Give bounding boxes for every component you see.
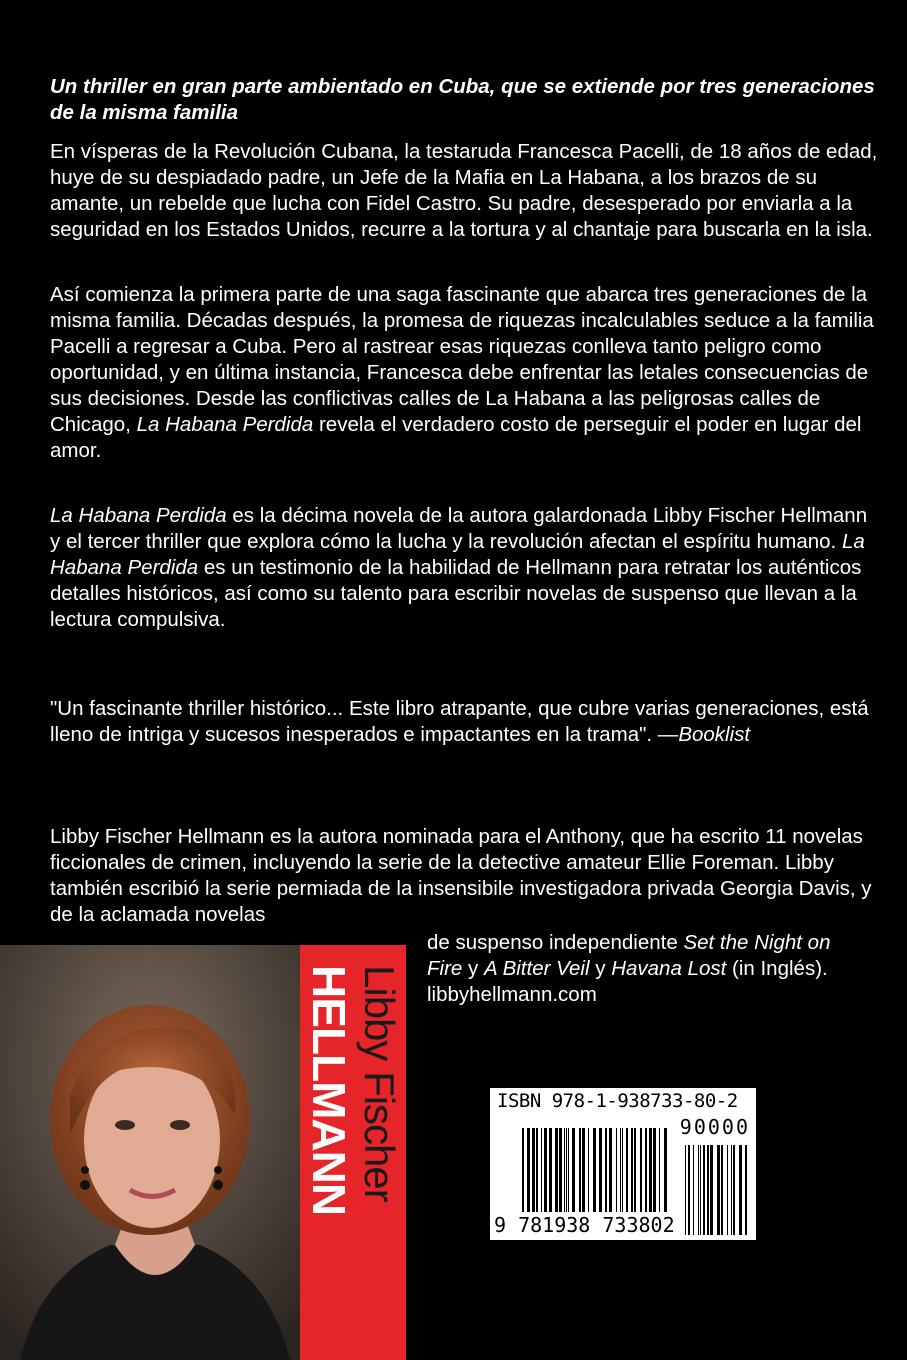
barcode-bar <box>640 1128 642 1212</box>
barcode-bar <box>559 1128 562 1212</box>
barcode-bar <box>733 1145 735 1235</box>
barcode-bar <box>593 1128 596 1212</box>
barcode-bar <box>703 1145 705 1235</box>
barcode-bar <box>717 1145 720 1235</box>
tagline: Un thriller en gran parte ambientado en Cuba, que se extiende por tres generaciones de la misma familia <box>50 75 875 124</box>
barcode-bar <box>555 1128 558 1212</box>
quote-source: Booklist <box>678 723 751 746</box>
quote-text: "Un fascinante thriller histórico... Este libro atrapante, que cubre varias generaciones, está lleno de intriga y sucesos inesperados e impactantes en la trama". — <box>50 697 869 746</box>
text: es la décima novela de la autora galardonada Libby Fischer Hellmann y el tercer thriller que explora cómo la lucha y la revolución afectan el espíritu humano. <box>50 504 868 553</box>
barcode-bar <box>564 1128 565 1212</box>
author-bio-continued <box>427 930 847 1008</box>
barcode-bar <box>522 1128 524 1212</box>
barcode-bar <box>544 1128 547 1212</box>
synopsis-paragraph-1: En vísperas de la Revolución Cubana, la testaruda Francesca Pacelli, de 18 años de edad, huye de su despiadado padre, un Jefe de la Mafia en La Habana, a los brazos de su amante, un rebelde que lucha con Fidel Castro. Su padre, desesperado por enviarla a la seguridad en los Estados Unidos, recurre a la tortura y al chantaje para buscarla en la isla. <box>50 140 878 241</box>
author-photo <box>0 945 300 1360</box>
barcode-bar <box>536 1128 538 1212</box>
barcode-bar <box>631 1128 633 1212</box>
barcode-bar <box>579 1128 581 1212</box>
barcode-bar <box>609 1128 612 1212</box>
barcode-bar <box>707 1145 709 1235</box>
synopsis-paragraph-2 <box>50 282 880 464</box>
author-first-name: Libby Fischer <box>356 965 403 1202</box>
text: de suspenso independiente <box>427 931 684 954</box>
book-title: Havana Lost <box>611 957 727 980</box>
barcode-bar <box>532 1128 535 1212</box>
barcode-bar <box>599 1128 602 1212</box>
barcode-bar <box>541 1128 542 1212</box>
text: (in Inglés). libbyhellmann.com <box>427 957 828 1006</box>
text: y <box>462 957 484 980</box>
barcode-bar <box>698 1145 699 1235</box>
barcode-bar <box>582 1128 585 1212</box>
barcode-bar <box>727 1145 728 1235</box>
text: Así comienza la primera parte de una saga fascinante que abarca tres generaciones de la misma familia. Décadas después, la promesa de riquezas incalculables seduce a la familia Pacelli a regresar a Cuba. Pero al rastrear esas riquezas conlleva tanto peligro como oportunidad, y en última instancia, Francesca debe enfrentar las letales consecuencias de sus decisiones. Desde las conflictivas calles de La Habana a las peligrosas calles de Chicago, <box>50 283 874 436</box>
barcode-bar <box>572 1128 575 1212</box>
barcode-bar <box>745 1145 747 1235</box>
barcode-bar <box>649 1128 652 1212</box>
barcode-bar <box>664 1128 667 1212</box>
author-last-name: HELLMANN <box>303 965 355 1216</box>
barcode-bar <box>566 1128 567 1212</box>
barcode-bar <box>700 1145 701 1235</box>
barcode-bar <box>688 1145 690 1235</box>
barcode-bar <box>588 1128 589 1212</box>
book-title: La Habana Perdida <box>50 530 865 579</box>
author-name-band <box>300 945 406 1360</box>
barcode-bar <box>549 1128 552 1212</box>
barcode-bar <box>622 1128 623 1212</box>
book-title: La Habana Perdida <box>136 413 314 436</box>
barcode-bar <box>721 1145 723 1235</box>
barcode-bar <box>527 1128 530 1212</box>
book-title: Set the Night on Fire <box>427 931 831 980</box>
barcode-bar <box>634 1128 636 1212</box>
barcode-bar <box>659 1128 660 1212</box>
barcode-bar <box>731 1145 732 1235</box>
synopsis-paragraph-3 <box>50 503 880 633</box>
barcode-bar <box>620 1128 621 1212</box>
barcode-bar <box>568 1128 569 1212</box>
barcode-bar <box>653 1128 656 1212</box>
isbn-barcode <box>490 1088 756 1240</box>
barcode-bar <box>605 1128 607 1212</box>
text: revela el verdadero costo de perseguir el poder en lugar del amor. <box>50 413 862 462</box>
text: es un testimonio de la habilidad de Hellmann para retratar los auténticos detalles históricos, así como su talento para escribir novelas de suspenso que llevan a la lectura compulsiva. <box>50 556 862 631</box>
barcode-bar <box>685 1145 686 1235</box>
barcode-bar <box>739 1145 742 1235</box>
isbn-text: ISBN 978-1-938733-80-2 <box>497 1090 738 1112</box>
author-bio: Libby Fischer Hellmann es la autora nominada para el Anthony, que ha escrito 11 novelas ficcionales de crimen, incluyendo la serie de la detective amateur Ellie Foreman. Libby también escribió la serie permiada de la insensibile investigadora privada Georgia Davis, y de la aclamada novelas <box>50 825 872 926</box>
review-quote <box>50 696 880 748</box>
barcode-bar <box>626 1128 628 1212</box>
price-addon: 90000 <box>679 1115 750 1139</box>
barcode-bar <box>693 1145 694 1235</box>
barcode-bar <box>710 1145 713 1235</box>
ean-digits: 9 781938 733802 <box>494 1213 675 1237</box>
book-title: A Bitter Veil <box>483 957 590 980</box>
book-title: La Habana Perdida <box>50 504 227 527</box>
text: y <box>589 957 612 980</box>
barcode-bar <box>616 1128 617 1212</box>
barcode-bar <box>645 1128 647 1212</box>
